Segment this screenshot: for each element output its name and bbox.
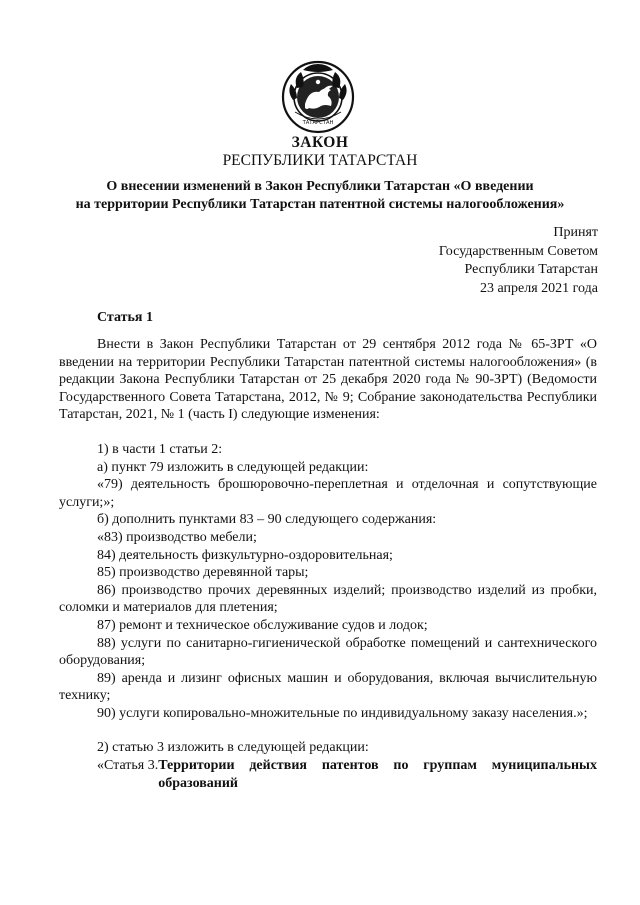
adoption-block [439,224,598,298]
adopted-line-2: Государственным Советом [438,243,598,259]
item-86: 86) производство прочих деревянных изделий; производство изделий из пробки, соломки и материалов для плетения; [59,582,597,616]
heading-line-2: на территории Республики Татарстан патентной системы налогообложения» [75,197,565,212]
part-1: 1) в части 1 статьи 2: [97,441,223,457]
part-1b: б) дополнить пунктами 83 – 90 следующего содержания: [97,512,437,528]
article-3-lead: «Статья 3. [97,758,159,774]
part-1a: а) пункт 79 изложить в следующей редакции: [97,459,369,475]
item-88: 88) услуги по санитарно-гигиенической обработке помещений и сантехнического оборудования; [59,635,597,669]
heading-line-1: О внесении изменений в Закон Республики Татарстан «О введении [106,179,534,194]
item-90: 90) услуги копировально-множительные по индивидуальному заказу населения.»; [97,705,588,721]
item-87: 87) ремонт и техническое обслуживание судов и лодок; [97,617,428,633]
spacer [59,424,597,441]
article-3-title: Территории действия патентов по группам муниципальных образований [158,758,597,791]
tatarstan-emblem [281,60,355,134]
item-84: 84) деятельность физкультурно-оздоровительная; [97,547,393,563]
law-heading [0,178,640,214]
item-85: 85) производство деревянной тары; [97,565,309,581]
item-79: «79) деятельность брошюровочно-переплетная и отделочная и сопутствующие услуги;»; [59,477,597,510]
spacer [59,722,597,739]
adopted-line-3: Республики Татарстан [464,262,598,277]
part-2: 2) статью 3 изложить в следующей редакции: [97,740,369,756]
item-83: «83) производство мебели; [97,529,257,545]
law-title: ЗАКОН [291,134,349,151]
article-1-title: Статья 1 [97,310,153,325]
item-89: 89) аренда и лизинг офисных машин и оборудования, включая вычислительную технику; [59,670,597,704]
article-1-intro: Внести в Закон Республики Татарстан от 29 сентября 2012 года № 65-ЗРТ «О введении на территории Республики Татарстан патентной системы налогообложения» (в редакции Закона Республики Татарстан от 25 декабря 2020 года № 90-ЗРТ) (Ведомости Государственного Совета Татарстана, 2012, № 9; Собрание законодательства Республики Татарстан, 2021, № 1 (часть I) следующие изменения: [59,337,597,423]
article-1-body [59,336,597,792]
adopted-date: 23 апреля 2021 года [480,280,598,296]
republic-title: РЕСПУБЛИКИ ТАТАРСТАН [222,152,418,169]
adopted-line-1: Принят [553,225,598,240]
article-3-heading [59,757,597,792]
svg-text:ТАТАРСТАН: ТАТАРСТАН [302,120,334,126]
